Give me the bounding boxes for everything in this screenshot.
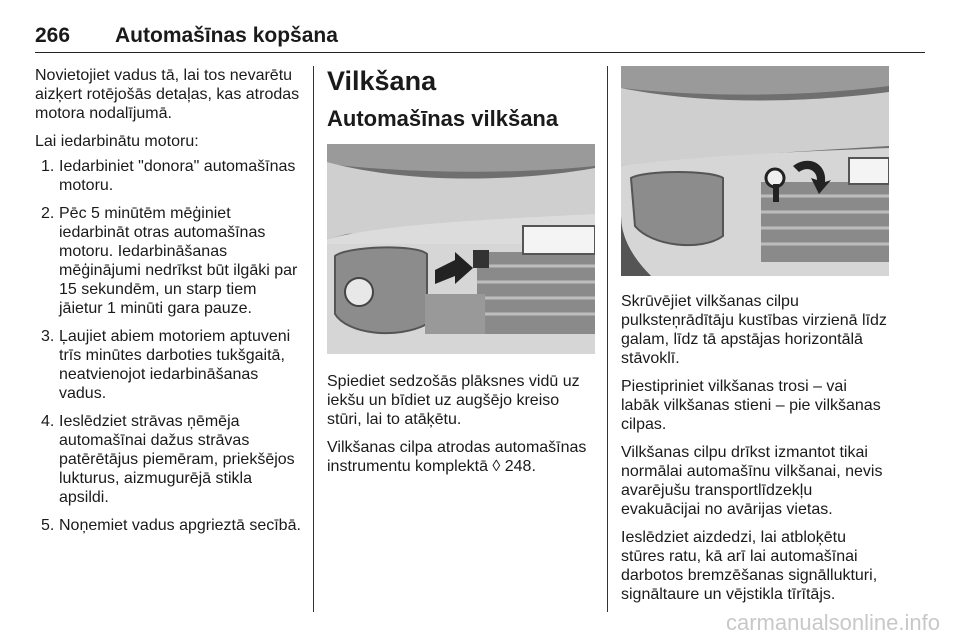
step-text: Iedarbiniet "donora" automašīnas motoru. bbox=[59, 158, 296, 194]
screw-in-paragraph: Skrūvējiet vilkšanas cilpu pulksteņrādītāju kustības virzienā līdz galam, līdz tā apstājas horizontālā stāvoklī. bbox=[621, 293, 887, 367]
usage-note-paragraph: Vilkšanas cilpu drīkst izmantot tikai normālai automašīnu vilkšanai, nevis avarējušu transportlīdzekļu evakuācijai no avārijas vietas. bbox=[621, 444, 883, 518]
list-item bbox=[35, 327, 303, 403]
column-divider-2 bbox=[607, 66, 608, 612]
list-item bbox=[35, 516, 303, 535]
column-divider-1 bbox=[313, 66, 314, 612]
section-subheading: Automašīnas vilkšana bbox=[327, 106, 559, 131]
cover-paragraph: Spiediet sedzošās plāksnes vidū uz iekšu un bīdiet uz augšējo kreiso stūri, lai to atāķētu. bbox=[327, 373, 580, 428]
column-1 bbox=[35, 66, 303, 544]
steps-list bbox=[35, 157, 303, 535]
page-title: Automašīnas kopšana bbox=[115, 24, 338, 47]
list-item bbox=[35, 157, 303, 195]
page-number: 266 bbox=[35, 24, 71, 47]
step-text: Ieslēdziet strāvas ņēmēja automašīnai dažus strāvas patērētājus piemēram, priekšējos lukturus, aizmugurējā stikla apsildi. bbox=[59, 413, 295, 506]
tow-eye-location-paragraph: Vilkšanas cilpa atrodas automašīnas instrumentu komplektā ◊ 248. bbox=[327, 439, 587, 475]
section-heading: Vilkšana bbox=[327, 66, 437, 96]
step-number: 3. bbox=[41, 328, 55, 345]
step-text: Ļaujiet abiem motoriem aptuveni trīs minūtes darboties tukšgaitā, neatvienojot iedarbināšanas vadus. bbox=[59, 328, 291, 402]
step-number: 5. bbox=[41, 517, 55, 534]
lead-paragraph: Lai iedarbinātu motoru: bbox=[35, 133, 199, 150]
bumper-cover-illustration bbox=[327, 144, 595, 354]
column-3 bbox=[621, 66, 889, 613]
ignition-paragraph: Ieslēdziet aizdedzi, lai atbloķētu stūres ratu, kā arī lai automašīnai darbotos bremzēšanas signāllukturi, signāltaure un vējstikla tīrītājs. bbox=[621, 529, 878, 603]
page-header bbox=[35, 24, 925, 54]
tow-eye-illustration bbox=[621, 66, 889, 276]
step-number: 1. bbox=[41, 158, 55, 175]
site-watermark: carmanualsonline.info bbox=[725, 610, 940, 635]
list-item bbox=[35, 204, 303, 318]
step-text: Noņemiet vadus apgrieztā secībā. bbox=[59, 517, 301, 534]
list-item bbox=[35, 412, 303, 507]
intro-paragraph: Novietojiet vadus tā, lai tos nevarētu aizķert rotējošās detaļas, kas atrodas motora nodalījumā. bbox=[35, 67, 300, 122]
attach-rope-paragraph: Piestipriniet vilkšanas trosi – vai labāk vilkšanas stieni – pie vilkšanas cilpas. bbox=[621, 378, 881, 433]
column-2 bbox=[327, 66, 595, 485]
step-number: 4. bbox=[41, 413, 55, 430]
step-text: Pēc 5 minūtēm mēģiniet iedarbināt otras automašīnas motoru. Iedarbināšanas mēģinājumi nedrīkst būt ilgāki par 15 sekundēm, un starp tiem jāietur 1 minūti gara pauze. bbox=[59, 205, 298, 317]
step-number: 2. bbox=[41, 205, 55, 222]
header-rule bbox=[35, 52, 925, 53]
